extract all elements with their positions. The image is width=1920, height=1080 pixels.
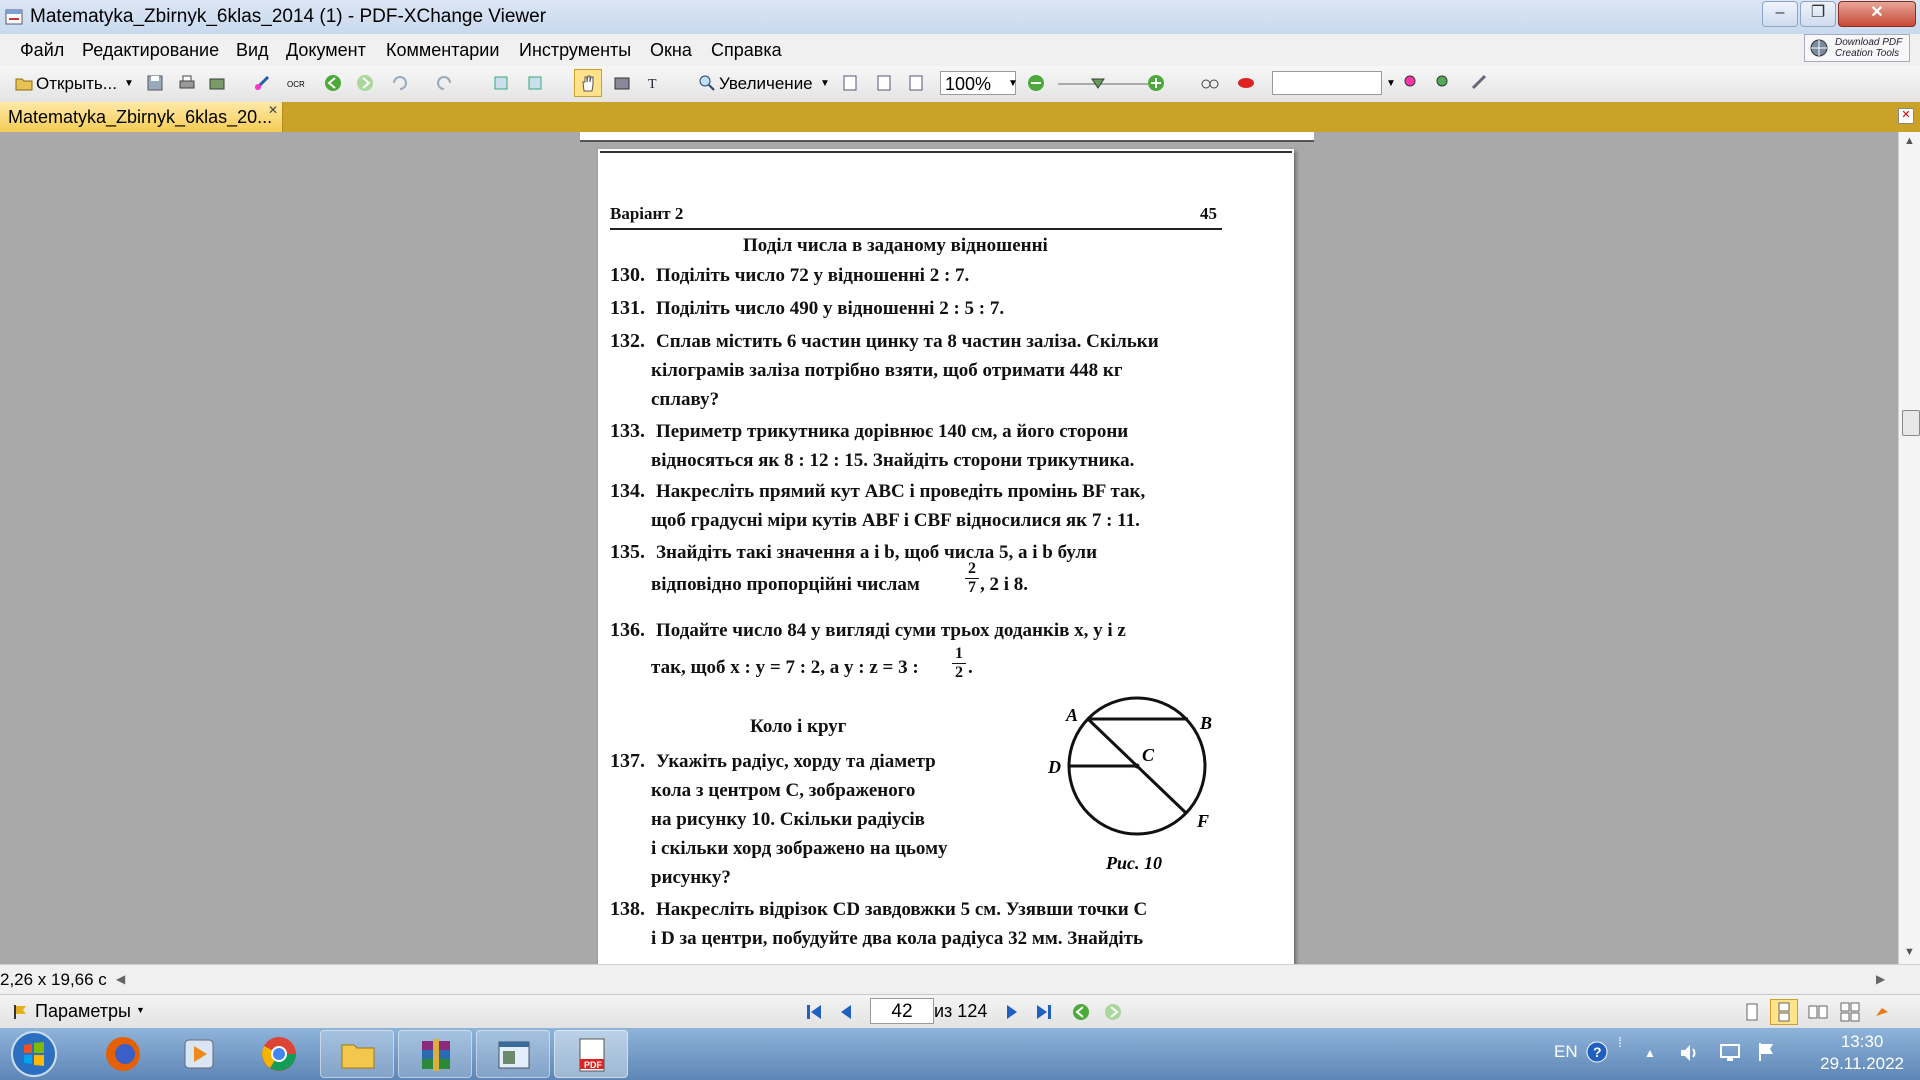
close-all-tabs-icon[interactable]: ✕ xyxy=(1898,108,1914,124)
undo-icon[interactable] xyxy=(390,73,410,93)
problem-text: . xyxy=(968,657,973,678)
open-dropdown-icon[interactable]: ▼ xyxy=(124,78,134,89)
menu-file[interactable]: Файл xyxy=(20,40,65,60)
problem-text: так, щоб x : y = 7 : 2, а y : z = 3 : xyxy=(651,657,919,678)
folder-icon xyxy=(338,1035,378,1075)
taskbar-winrar[interactable] xyxy=(398,1030,472,1078)
zoom-tool-button[interactable]: Увеличение xyxy=(719,74,813,93)
problem-text: Подайте число 84 у вигляді суми трьох доданків x, y і z xyxy=(656,620,1126,641)
window-app-icon xyxy=(494,1035,534,1075)
page-top-rule xyxy=(600,151,1292,153)
scroll-left-icon[interactable]: ◀ xyxy=(116,972,126,986)
hand-tool-button[interactable] xyxy=(574,69,602,97)
taskbar-firefox[interactable] xyxy=(86,1030,160,1078)
document-tab-close-icon[interactable]: ✕ xyxy=(267,103,278,117)
scroll-right-icon[interactable]: ▶ xyxy=(1876,972,1886,986)
document-tab-label: Matematyka_Zbirnyk_6klas_20... xyxy=(8,107,273,127)
document-tab[interactable] xyxy=(0,102,283,132)
problem-text: на рисунку 10. Скільки радіусів xyxy=(651,809,925,830)
continuous-layout-icon xyxy=(1774,1002,1794,1022)
single-page-layout-icon[interactable] xyxy=(1742,1002,1762,1022)
problem-text: Знайдіть такі значення a і b, щоб числа 5, a і b були xyxy=(656,542,1098,563)
minimize-button[interactable]: – xyxy=(1762,1,1798,27)
page-number: 45 xyxy=(1200,204,1217,223)
network-icon[interactable] xyxy=(1718,1042,1742,1064)
globe-icon xyxy=(1809,38,1829,58)
label-c: C xyxy=(1142,745,1155,765)
problem-text: кілограмів заліза потрібно взяти, щоб отримати 448 кг xyxy=(651,360,1123,381)
fraction-two-sevenths xyxy=(965,560,979,597)
svg-text:T: T xyxy=(648,77,657,92)
window-titlebar xyxy=(0,0,1920,34)
problem-text: Поділіть число 490 у відношенні 2 : 5 : 7. xyxy=(656,298,1005,319)
fit-width-icon[interactable] xyxy=(906,73,926,93)
promo-line2: Creation Tools xyxy=(1835,48,1900,59)
section-title-circle: Коло і круг xyxy=(750,716,847,737)
problem-number: 134. xyxy=(610,480,645,502)
center-point xyxy=(1135,764,1140,769)
fraction-numerator: 2 xyxy=(968,560,976,577)
fit-page-icon[interactable] xyxy=(874,73,894,93)
page-dimensions: 2,26 x 19,66 с xyxy=(0,970,107,989)
problem-text: відносяться як 8 : 12 : 15. Знайдіть сторони трикутника. xyxy=(651,450,1135,471)
status-bar xyxy=(0,994,1920,1029)
zoom-out-icon[interactable] xyxy=(1026,73,1046,93)
next-page-icon[interactable] xyxy=(1002,1002,1022,1022)
rotate-icon[interactable] xyxy=(491,73,511,93)
problem-text: кола з центром C, зображеного xyxy=(651,780,916,801)
media-player-icon xyxy=(179,1034,219,1074)
svg-text:?: ? xyxy=(1593,1044,1602,1060)
problem-text: рисунку? xyxy=(651,867,731,888)
svg-text:PDF: PDF xyxy=(584,1060,602,1070)
close-button[interactable]: ✕ xyxy=(1838,1,1916,27)
forward-icon[interactable] xyxy=(355,73,375,93)
previous-page-icon[interactable] xyxy=(836,1002,856,1022)
problem-number: 135. xyxy=(610,541,645,563)
document-viewport[interactable] xyxy=(0,132,1898,964)
taskbar-pdf-xchange[interactable] xyxy=(554,1030,628,1078)
system-clock[interactable] xyxy=(1820,1031,1904,1075)
open-button[interactable]: Открыть... xyxy=(36,74,117,93)
problem-number: 136. xyxy=(610,619,645,641)
label-f: F xyxy=(1197,811,1210,831)
continuous-facing-layout-icon[interactable] xyxy=(1840,1002,1860,1022)
action-center-flag-icon[interactable] xyxy=(1756,1041,1778,1063)
show-hidden-icons-icon[interactable]: ▲ xyxy=(1644,1046,1656,1060)
problem-number: 133. xyxy=(610,420,645,442)
clock-time: 13:30 xyxy=(1840,1032,1884,1051)
select-text-icon[interactable] xyxy=(645,73,665,93)
scroll-down-icon[interactable]: ▼ xyxy=(1904,946,1915,958)
snapshot-icon[interactable] xyxy=(612,73,632,93)
save-icon[interactable] xyxy=(145,73,165,93)
zoom-slider-thumb-icon[interactable] xyxy=(1088,73,1108,93)
problem-number: 138. xyxy=(610,898,645,920)
problem-text: щоб градусні міри кутів ABF і CBF відносилися як 7 : 11. xyxy=(651,510,1140,531)
problem-text: Накресліть прямий кут ABC і проведіть промінь BF так, xyxy=(656,481,1146,502)
total-pages-label: из 124 xyxy=(934,1001,988,1021)
maximize-button[interactable]: ❐ xyxy=(1800,1,1836,27)
menu-document[interactable]: Документ xyxy=(286,40,366,60)
previous-page-edge xyxy=(580,132,1314,142)
problem-text: сплаву? xyxy=(651,389,720,410)
firefox-icon xyxy=(103,1034,143,1074)
zoom-level-dropdown-icon[interactable]: ▼ xyxy=(1008,78,1018,89)
problem-text: і D за центри, побудуйте два кола радіуса 32 мм. Знайдіть xyxy=(651,928,1143,949)
taskbar-window-app[interactable] xyxy=(476,1030,550,1078)
document-tab-bar xyxy=(0,102,1920,132)
fraction-one-half xyxy=(952,645,966,682)
forward-view-icon[interactable] xyxy=(1103,1002,1123,1022)
problem-text: Укажіть радіус, хорду та діаметр xyxy=(656,751,936,772)
download-pdf-tools-button[interactable] xyxy=(1804,34,1910,62)
actual-size-icon[interactable] xyxy=(840,73,860,93)
scan-icon[interactable] xyxy=(252,73,272,93)
search-dropdown-icon[interactable]: ▼ xyxy=(1386,78,1396,89)
menu-tools[interactable]: Инструменты xyxy=(519,40,632,60)
glasses-icon[interactable] xyxy=(1200,73,1220,93)
menu-view[interactable]: Вид xyxy=(236,40,269,60)
customize-toolbar-icon[interactable] xyxy=(1470,73,1490,93)
hand-pointer-icon[interactable] xyxy=(1872,1002,1892,1022)
send-icon[interactable] xyxy=(207,73,227,93)
problem-text: Сплав містить 6 частин цинку та 8 частин заліза. Скільки xyxy=(656,331,1159,352)
header-rule xyxy=(610,228,1222,230)
search-input[interactable] xyxy=(1272,71,1382,95)
fraction-denominator: 2 xyxy=(952,663,966,682)
help-icon[interactable] xyxy=(1586,1041,1608,1063)
scroll-up-icon[interactable]: ▲ xyxy=(1904,135,1915,147)
pdf-page xyxy=(598,149,1294,964)
pdf-xchange-app-icon xyxy=(4,7,24,27)
window-title: Matematyka_Zbirnyk_6klas_2014 (1) - PDF-XChange Viewer xyxy=(30,6,547,27)
zoom-level-input[interactable]: 100% xyxy=(940,71,1016,95)
start-button-icon[interactable] xyxy=(10,1030,58,1078)
taskbar-file-explorer[interactable] xyxy=(320,1030,394,1078)
menu-bar xyxy=(0,34,1920,66)
problem-text: відповідно пропорційні числам xyxy=(651,574,920,595)
last-page-icon[interactable] xyxy=(1034,1002,1054,1022)
problem-number: 130. xyxy=(610,264,645,286)
pdf-viewer-icon xyxy=(572,1035,612,1075)
page-header-left: Варіант 2 xyxy=(610,204,684,223)
menu-help[interactable]: Справка xyxy=(711,40,782,60)
menu-edit[interactable]: Редактирование xyxy=(82,40,220,60)
figure-caption: Рис. 10 xyxy=(1106,853,1162,873)
zoom-tool-icon xyxy=(697,73,717,93)
menu-windows[interactable]: Окна xyxy=(650,40,692,60)
problem-text: Накресліть відрізок CD завдовжки 5 см. Узявши точки C xyxy=(656,899,1148,920)
taskbar-media-player[interactable] xyxy=(162,1030,236,1078)
find-next-icon[interactable] xyxy=(1434,73,1454,93)
refresh-icon[interactable] xyxy=(525,73,545,93)
problem-number: 132. xyxy=(610,330,645,352)
zoom-tool-dropdown-icon[interactable]: ▼ xyxy=(820,78,830,89)
vertical-scrollbar-thumb[interactable] xyxy=(1902,410,1920,436)
horizontal-scroll-row xyxy=(0,964,1920,995)
winrar-icon xyxy=(416,1035,456,1075)
hand-icon xyxy=(578,73,598,93)
parameters-button[interactable]: Параметры xyxy=(35,1001,131,1021)
problem-number: 137. xyxy=(610,750,645,772)
problem-text: і скільки хорд зображено на цьому xyxy=(651,838,948,859)
back-view-icon[interactable] xyxy=(1071,1002,1091,1022)
taskbar-chrome[interactable] xyxy=(242,1030,316,1078)
svg-text:OCR: OCR xyxy=(287,80,305,89)
zoom-in-icon[interactable] xyxy=(1146,73,1166,93)
parameters-dropdown-icon[interactable]: ▼ xyxy=(136,1005,145,1015)
label-b: B xyxy=(1200,713,1213,733)
clock-date: 29.11.2022 xyxy=(1820,1054,1904,1073)
figure-10-circle xyxy=(1040,689,1240,879)
problem-text: , 2 і 8. xyxy=(980,574,1029,595)
main-toolbar xyxy=(0,66,1920,103)
first-page-icon[interactable] xyxy=(804,1002,824,1022)
volume-icon[interactable] xyxy=(1678,1042,1702,1064)
network-dots-icon: ⁞ xyxy=(1618,1034,1622,1050)
vertical-scrollbar[interactable] xyxy=(1898,132,1920,964)
chrome-icon xyxy=(259,1034,299,1074)
comment-lips-icon[interactable] xyxy=(1236,73,1256,93)
current-page-input[interactable]: 42 xyxy=(870,998,934,1024)
continuous-layout-button[interactable] xyxy=(1770,999,1798,1025)
facing-layout-icon[interactable] xyxy=(1808,1002,1828,1022)
problem-number: 131. xyxy=(610,297,645,319)
back-icon[interactable] xyxy=(323,73,343,93)
fraction-numerator: 1 xyxy=(955,645,963,662)
windows-taskbar xyxy=(0,1028,1920,1080)
problem-text: Поділіть число 72 у відношенні 2 : 7. xyxy=(656,265,970,286)
label-a: A xyxy=(1066,705,1079,725)
open-folder-icon xyxy=(14,73,34,93)
redo-icon[interactable] xyxy=(434,73,454,93)
label-d: D xyxy=(1048,757,1061,777)
find-icon[interactable] xyxy=(1402,73,1422,93)
menu-comments[interactable]: Комментарии xyxy=(386,40,500,60)
problem-text: Периметр трикутника дорівнює 140 см, а його сторони xyxy=(656,421,1129,442)
fraction-denominator: 7 xyxy=(965,578,979,597)
flag-icon xyxy=(12,1003,30,1021)
language-indicator[interactable]: EN xyxy=(1554,1042,1578,1061)
section-title-ratio: Поділ числа в заданому відношенні xyxy=(743,235,1048,256)
ocr-icon[interactable] xyxy=(286,73,306,93)
promo-line1: Download PDF xyxy=(1835,37,1903,48)
print-icon[interactable] xyxy=(177,73,197,93)
